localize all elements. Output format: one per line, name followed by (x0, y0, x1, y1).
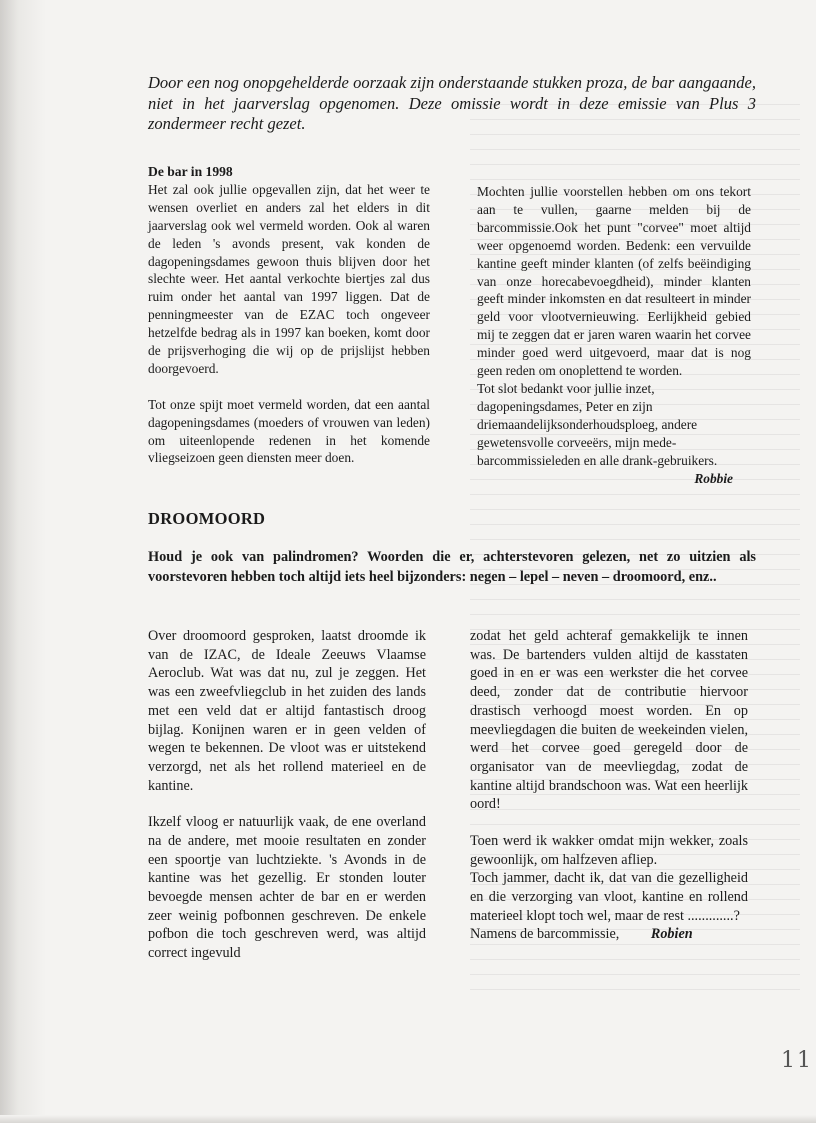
bar-article-title: De bar in 1998 (148, 164, 233, 179)
droomoord-right-column (470, 627, 748, 944)
bar-paragraph-4: Tot slot bedankt voor jullie inzet, dagopeningsdames, Peter en zijn driemaandelijksonderhoudsploeg, andere gewetensvolle corveeërs, mijn mede-barcommissieleden en alle drank-gebruikers. (477, 380, 718, 468)
bar-paragraph-3: Mochten jullie voorstellen hebben om ons tekort aan te vullen, gaarne melden bij de barcommissie.Ook het punt "corvee" moet altijd weer opgenoemd worden. Bedenk: een vervuilde kantine geeft minder klanten (of zelfs beëindiging van onze horecabevoegdheid), minder klanten geeft minder inkomsten en dat resulteert in minder geld voor vlootvernieuwing. Eerlijkheid gebied mij te zeggen dat er jaren waren waarin het corvee minder goed werd uitgevoerd, maar dat is nog geen reden om onoplettend te worden. (477, 184, 751, 379)
droomoord-left-column (148, 627, 426, 963)
droomoord-signature: Robien (650, 926, 693, 943)
bar-closing-line (477, 380, 751, 486)
droomoord-paragraph-5: Toch jammer, dacht ik, dat van die gezelligheid en die verzorging van vloot, kantine en rollend materieel klopt toch wel, maar de rest .............? (470, 870, 748, 924)
bar-paragraph-1: Het zal ook jullie opgevallen zijn, dat het weer te wensen overliet en anders zal het elders in dit jaarverslag ook wel vermeld worden. Ook al waren de leden 's avonds present, vak konden de dagopeningsdames gewoon thuis blijven door het slechte weer. Het aantal verkochte biertjes zal dus ruim onder het aantal van 1997 liggen. Dat de penningmeester van de EZAC toch ongeveer hetzelfde bedrag als in 1997 kan boeken, komt door de prijsverhoging die wij op de prijslijst hebben doorgevoerd. (148, 181, 430, 376)
droomoord-paragraph-1: Over droomoord gesproken, laatst droomde ik van de IZAC, de Ideale Zeeuws Vlaamse Aeroclub. Wat was dat nu, zul je zeggen. Het was een zweefvliegclub in het zuiden des lands met een veld dat er altijd fantastisch droog bijlag. Konijnen waren er in geen velden of wegen te bekennen. De vloot was er uitstekend verzorgd, net als het rollend materieel en de kantine. (148, 628, 426, 794)
droomoord-closing-line (470, 925, 748, 944)
binding-shadow (0, 0, 46, 1123)
page-number: 11 (781, 1048, 813, 1073)
droomoord-paragraph-2: Ikzelf vloog er natuurlijk vaak, de ene overland na de andere, met mooie resultaten en zonder een spoortje van luchtziekte. 's Avonds in de kantine was het gezellig. Er stonden louter bevoegde mensen achter de bar en er werden zeer weinig pofbonnen geschreven. De enkele pofbon die toch geschreven werd, was altijd correct ingevuld (148, 814, 426, 962)
bar-signature: Robbie (694, 470, 733, 486)
bar-article-right-column (477, 183, 751, 487)
page-bottom-edge (0, 1115, 816, 1123)
droomoord-paragraph-3: zodat het geld achteraf gemakkelijk te innen was. De bartenders vulden altijd de kasstaten goed in en er was een werkster die het corvee deed, zonder dat de contributie hiervoor drastisch verhoogd moest worden. En op meevliegdagen die buiten de weekeinden vielen, werd het corvee goed geregeld door de organisator van de meevliegdag, zodat de kantine altijd brandschoon was. Wat een heerlijk oord! (470, 628, 748, 813)
droomoord-closing: Namens de barcommissie, (470, 926, 620, 943)
droomoord-intro: Houd je ook van palindromen? Woorden die er, achterstevoren gelezen, net zo uitzien als voorstevoren hebben toch altijd iets heel bijzonders: negen – lepel – neven – droomoord, enz.. (148, 549, 756, 585)
bar-paragraph-2: Tot onze spijt moet vermeld worden, dat een aantal dagopeningsdames (moeders of vrouwen van leden) om uiteenlopende redenen in het komende vliegseizoen geen diensten meer doen. (148, 396, 430, 466)
editorial-intro: Door een nog onopgehelderde oorzaak zijn onderstaande stukken proza, de bar aangaande, niet in het jaarverslag opgenomen. Deze omissie wordt in deze emissie van Plus 3 zondermeer recht gezet. (148, 73, 756, 133)
bar-article-left-column (148, 163, 430, 467)
droomoord-title: DROOMOORD (148, 509, 266, 528)
droomoord-paragraph-4: Toen werd ik wakker omdat mijn wekker, zoals gewoonlijk, om halfzeven afliep. (470, 832, 748, 868)
